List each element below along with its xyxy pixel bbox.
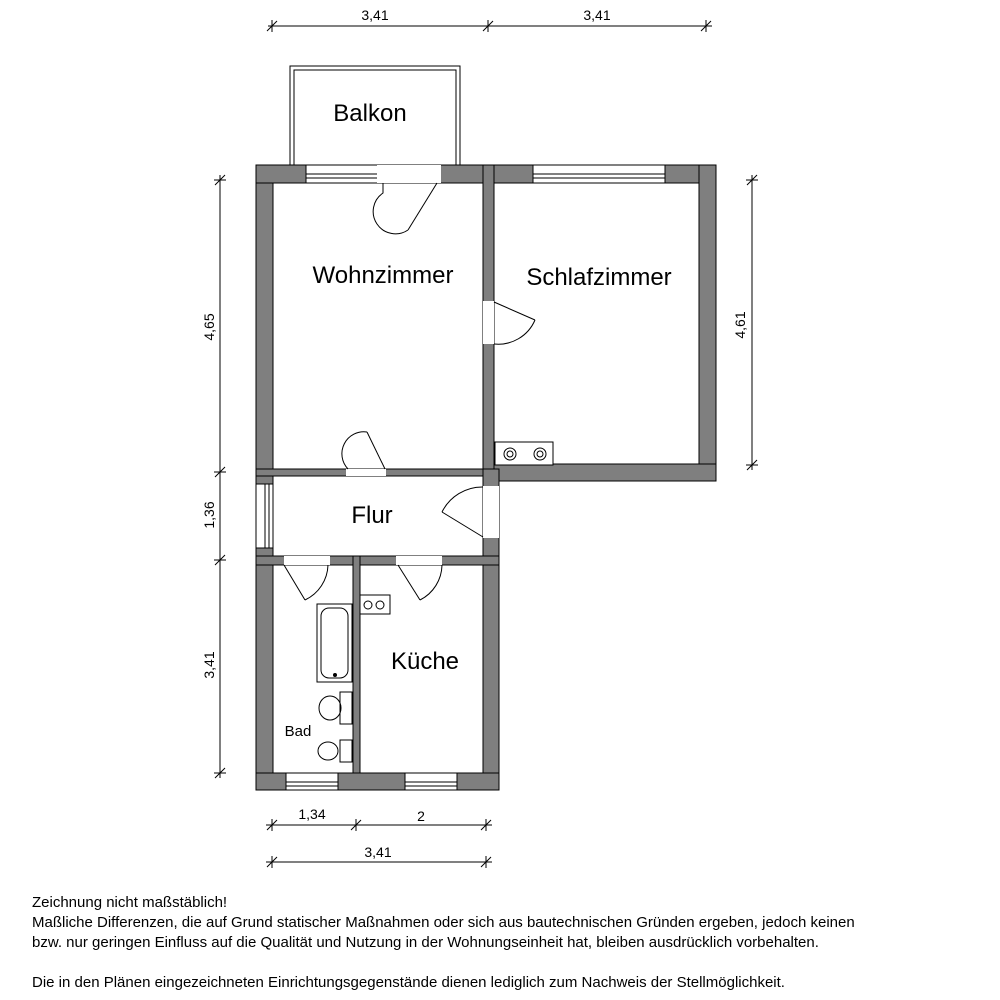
door-kitchen — [398, 565, 420, 600]
room-label-bedroom: Schlafzimmer — [526, 264, 672, 291]
wall-left-outer — [256, 165, 273, 790]
opening-entrance — [483, 486, 499, 538]
room-label-hall: Flur — [351, 502, 393, 529]
door-living — [342, 432, 367, 469]
note-dimension-differences: Maßliche Differenzen, die auf Grund statischer Maßnahmen oder sich aus bautechnischen Gründen ergeben, jedoch keinen — [32, 914, 855, 931]
wall-right-outer — [699, 165, 716, 481]
room-label-living: Wohnzimmer — [312, 262, 454, 289]
dim-bottom-bath: 1,34 — [298, 806, 326, 822]
room-label-balcony: Balkon — [333, 100, 407, 127]
opening-balcony-door — [377, 165, 441, 183]
dim-left-lower: 3,41 — [201, 651, 217, 679]
room-label-bath: Bad — [284, 723, 312, 740]
dim-right: 4,61 — [732, 311, 748, 339]
bathtub — [317, 604, 352, 682]
dim-bottom-kitchen: 2 — [417, 808, 425, 824]
door-entrance — [442, 487, 483, 512]
dim-top-right: 3,41 — [583, 7, 611, 23]
fixtures — [317, 442, 553, 762]
opening-bedroom-door — [483, 301, 494, 344]
opening-bath-door — [284, 556, 330, 565]
disclaimer-notes — [32, 893, 982, 993]
walls — [256, 165, 716, 790]
dim-left-middle: 1,36 — [201, 501, 217, 529]
opening-living-door — [346, 469, 386, 476]
wall-bath-kitchen — [353, 556, 360, 790]
dim-left-upper: 4,65 — [201, 313, 217, 341]
room-label-kitchen: Küche — [390, 648, 460, 675]
door-bedroom — [494, 320, 535, 344]
opening-kitchen-door — [396, 556, 442, 565]
note-dimension-differences-cont: bzw. nur geringen Einfluss auf die Qualität und Nutzung in der Wohnungseinheit hat, bleiben ausdrücklich vorbehalten. — [32, 934, 819, 951]
door-bath — [284, 565, 305, 600]
note-furniture: Die in den Plänen eingezeichneten Einrichtungsgegenstände dienen lediglich zum Nachweis der Stellmöglichkeit. — [32, 974, 785, 991]
wall-bedroom-bottom — [483, 464, 716, 481]
sink — [340, 692, 352, 724]
note-not-to-scale: Zeichnung nicht maßstäblich! — [32, 894, 228, 911]
note-spacer — [32, 953, 982, 973]
dim-bottom-total: 3,41 — [364, 844, 392, 860]
dim-top-left: 3,41 — [361, 7, 389, 23]
door-balcony — [373, 183, 408, 234]
toilet — [340, 740, 352, 762]
